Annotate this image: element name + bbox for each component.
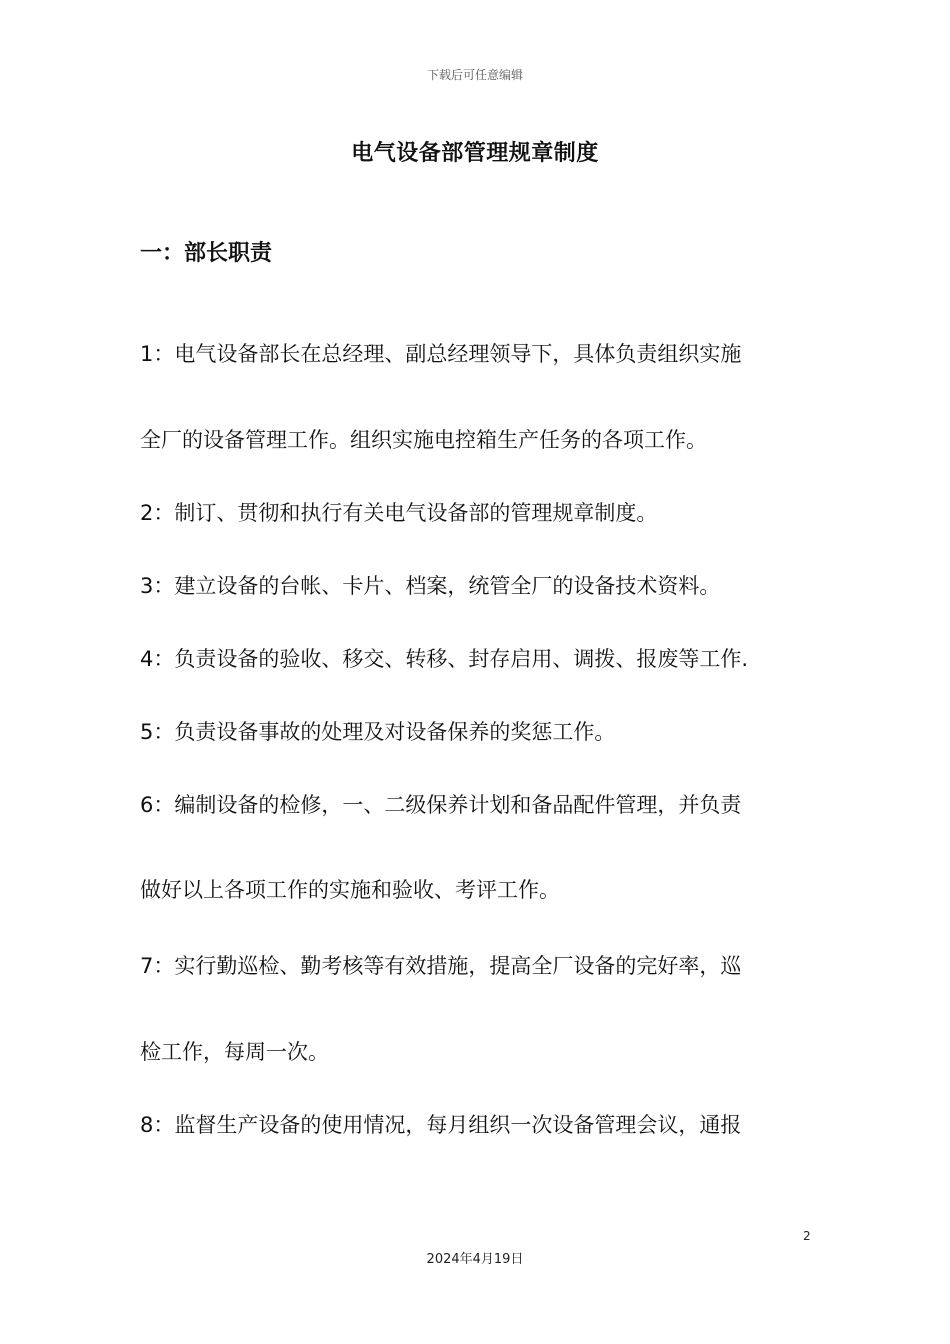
body-line: 1：电气设备部长在总经理、副总经理领导下，具体负责组织实施 xyxy=(140,342,742,366)
footer-date: 2024年4月19日 xyxy=(426,1252,524,1267)
body-line: 3：建立设备的台帐、卡片、档案，统管全厂的设备技术资料。 xyxy=(140,574,721,598)
body-line: 8：监督生产设备的使用情况，每月组织一次设备管理会议，通报 xyxy=(140,1113,742,1137)
body-line: 全厂的设备管理工作。组织实施电控箱生产任务的各项工作。 xyxy=(140,428,707,452)
document-title: 电气设备部管理规章制度 xyxy=(351,141,599,166)
body-line: 4：负责设备的验收、移交、转移、封存启用、调拨、报废等工作. xyxy=(140,647,749,671)
body-line: 7：实行勤巡检、勤考核等有效措施，提高全厂设备的完好率，巡 xyxy=(140,954,742,978)
body-line: 做好以上各项工作的实施和验收、考评工作。 xyxy=(140,878,560,902)
section-heading: 一：部长职责 xyxy=(140,241,273,266)
body-line: 2：制订、贯彻和执行有关电气设备部的管理规章制度。 xyxy=(140,501,658,525)
body-line: 6：编制设备的检修，一、二级保养计划和备品配件管理，并负责 xyxy=(140,793,742,817)
page-number: 2 xyxy=(803,1229,811,1243)
header-note: 下载后可任意编辑 xyxy=(426,68,523,82)
body-line: 5：负责设备事故的处理及对设备保养的奖惩工作。 xyxy=(140,720,616,744)
body-line: 检工作，每周一次。 xyxy=(140,1040,329,1064)
